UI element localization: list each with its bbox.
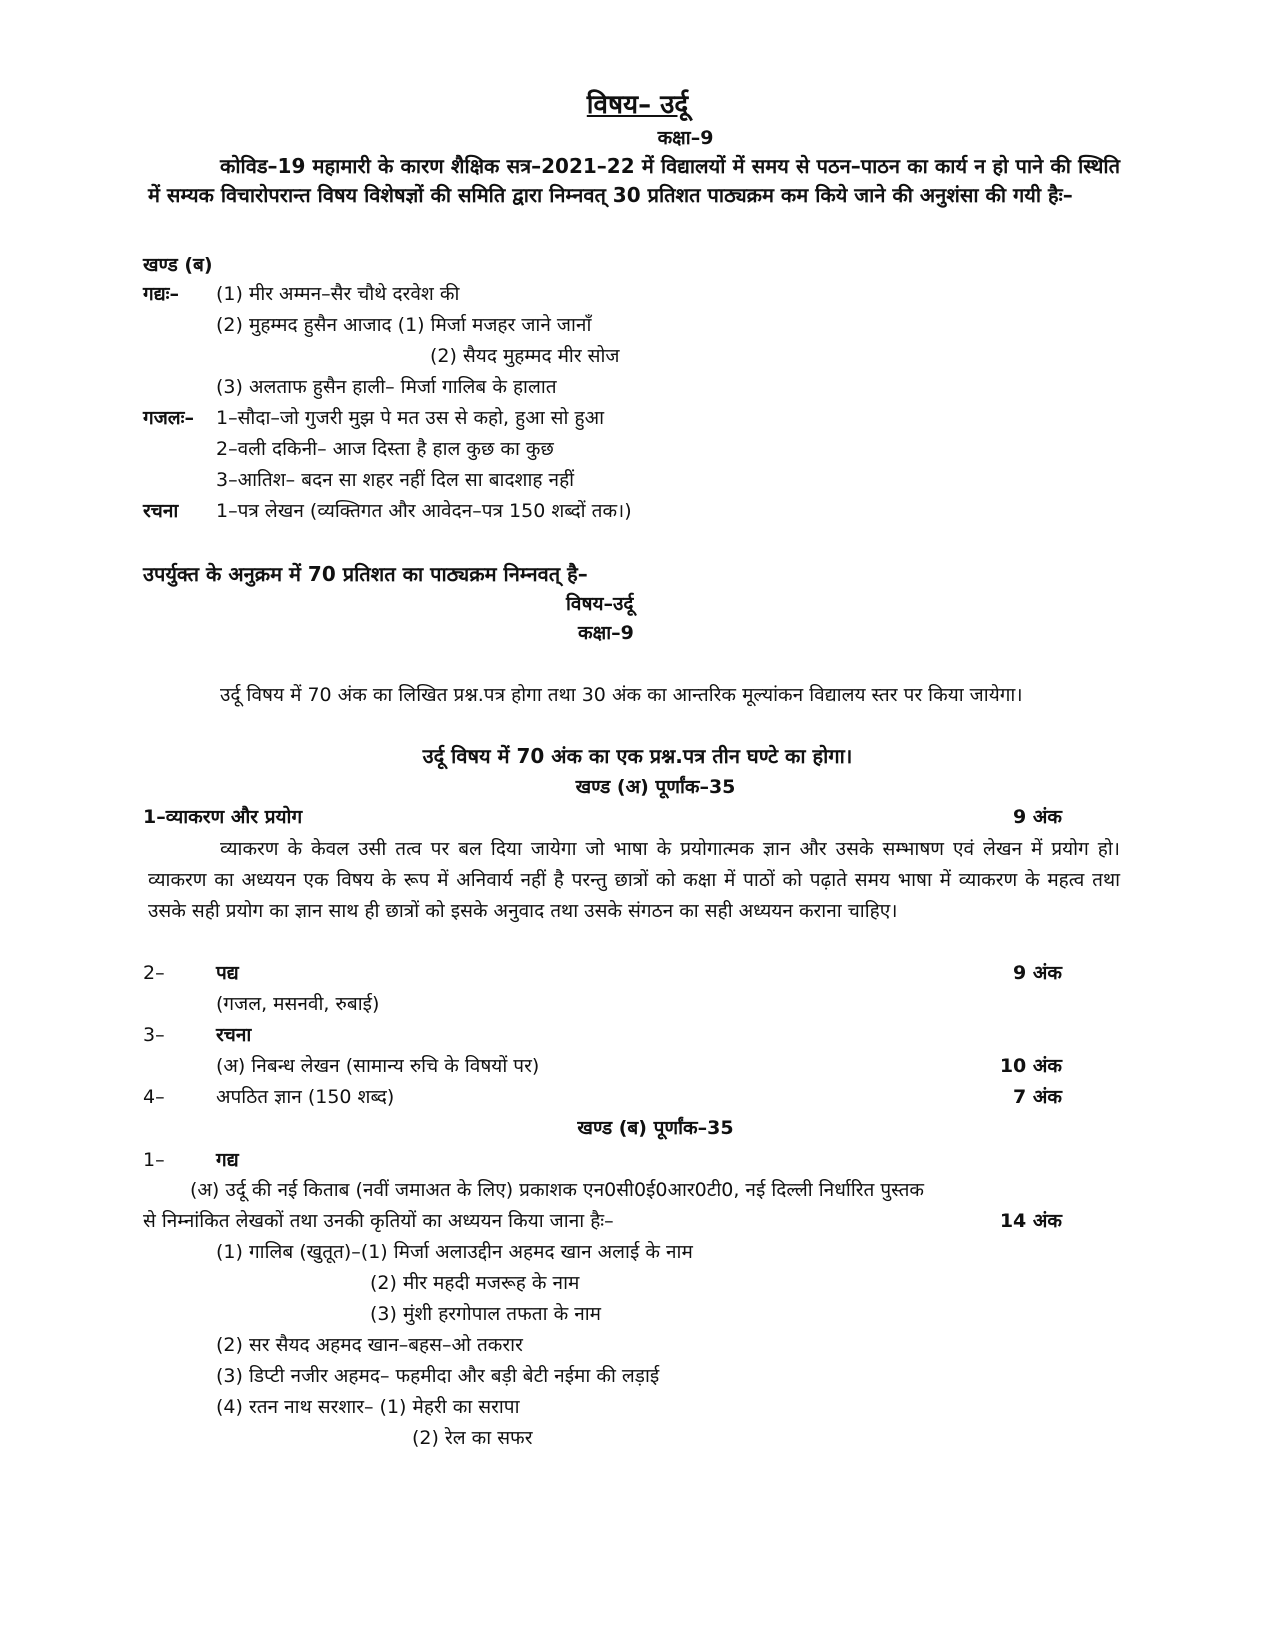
paper-note: उर्दू विषय में 70 अंक का एक प्रश्न.पत्र तीन घण्टे का होगा।: [422, 744, 853, 768]
b1-marks: 14 अंक: [999, 1210, 1062, 1232]
marks-paragraph: उर्दू विषय में 70 अंक का लिखित प्रश्न.पत्र होगा तथा 30 अंक का आन्तरिक मूल्यांकन विद्यालय स्तर पर किया जायेगा।: [220, 684, 1023, 706]
gazal-item: 2–वली दकिनी– आज दिस्ता है हाल कुछ का कुछ: [216, 438, 554, 460]
b1-item: (3) मुंशी हरगोपाल तफता के नाम: [370, 1303, 602, 1325]
item3-number: 3–: [143, 1024, 165, 1046]
item4-title: अपठित ज्ञान (150 शब्द): [216, 1086, 395, 1108]
item3-sub: (अ) निबन्ध लेखन (सामान्य रुचि के विषयों पर): [216, 1055, 540, 1077]
gadya-item: (1) मीर अम्मन–सैर चौथे दरवेश की: [216, 283, 460, 305]
gadya-item: (3) अलताफ हुसैन हाली– मिर्जा गालिब के हालात: [216, 376, 557, 398]
seventy-heading: उपर्युक्त के अनुक्रम में 70 प्रतिशत का पाठ्यक्रम निम्नवत् है–: [143, 562, 588, 586]
item2-number: 2–: [143, 962, 165, 984]
b1-paragraph-line1: (अ) उर्दू की नई किताब (नवीं जमाअत के लिए) प्रकाशक एन0सी0ई0आर0टी0, नई दिल्ली निर्धारित पुस्तक: [190, 1179, 924, 1201]
b1-item: (1) गालिब (खुतूत)–(1) मिर्जा अलाउद्दीन अहमद खान अलाई के नाम: [216, 1241, 693, 1263]
intro-paragraph: कोविड–19 महामारी के कारण शैक्षिक सत्र–2021–22 में विद्यालयों में समय से पठन–पाठन का कार्य न हो पाने की स्थिति में सम्यक विचारोपरान्त विषय विशेषज्ञों की समिति द्वारा निम्नवत् 30 प्रतिशत पाठ्यक्रम कम किये जाने की अनुशंसा की गयी हैः–: [148, 154, 1120, 207]
seventy-class: कक्षा–9: [578, 622, 634, 644]
rachna-label: रचना: [143, 500, 179, 522]
b1-number: 1–: [143, 1149, 165, 1171]
item2-title: पद्य: [216, 962, 239, 984]
b1-paragraph-line2: से निम्नांकित लेखकों तथा उनकी कृतियों का अध्ययन किया जाना हैः–: [143, 1210, 614, 1232]
gazal-item: 3–आतिश– बदन सा शहर नहीं दिल सा बादशाह नहीं: [216, 469, 575, 491]
section-a-heading: खण्ड (अ) पूर्णांक–35: [575, 776, 736, 798]
item3-title: रचना: [216, 1024, 252, 1046]
b1-item: (2) सर सैयद अहमद खान–बहस–ओ तकरार: [216, 1334, 523, 1356]
item1-marks: 9 अंक: [1013, 806, 1062, 828]
item3-marks: 10 अंक: [999, 1055, 1062, 1077]
gadya-item: (2) मुहम्मद हुसैन आजाद (1) मिर्जा मजहर जाने जानाँ: [216, 314, 592, 336]
class-heading: कक्षा–9: [657, 127, 714, 149]
b1-item: (2) रेल का सफर: [412, 1427, 533, 1449]
b1-item: (2) मीर महदी मजरूह के नाम: [370, 1272, 580, 1294]
gadya-label: गद्यः–: [143, 283, 180, 305]
rachna-item: 1–पत्र लेखन (व्यक्तिगत और आवेदन–पत्र 150 शब्दों तक।): [216, 500, 632, 522]
reduced-section-heading: खण्ड (ब): [143, 254, 213, 276]
item2-marks: 9 अंक: [1013, 962, 1062, 984]
b1-title: गद्य: [216, 1149, 239, 1171]
gazal-item: 1–सौदा–जो गुजरी मुझ पे मत उस से कहो, हुआ सो हुआ: [216, 407, 604, 429]
page-title: विषय– उर्दू: [586, 90, 689, 120]
item2-sub: (गजल, मसनवी, रुबाई): [216, 993, 380, 1015]
seventy-subject: विषय–उर्दू: [566, 593, 634, 615]
item1-title: 1–व्याकरण और प्रयोग: [143, 806, 303, 828]
gazal-label: गजलः–: [143, 407, 195, 429]
b1-item: (4) रतन नाथ सरशार– (1) मेहरी का सरापा: [216, 1396, 520, 1418]
section-b-heading: खण्ड (ब) पूर्णांक–35: [577, 1117, 734, 1139]
item4-number: 4–: [143, 1086, 165, 1108]
b1-item: (3) डिप्टी नजीर अहमद– फहमीदा और बड़ी बेटी नईमा की लड़ाई: [216, 1365, 660, 1387]
gadya-item: (2) सैयद मुहम्मद मीर सोज: [430, 345, 620, 367]
item4-marks: 7 अंक: [1013, 1086, 1062, 1108]
item1-paragraph: व्याकरण के केवल उसी तत्व पर बल दिया जायेगा जो भाषा के प्रयोगात्मक ज्ञान और उसके सम्भाषण एवं लेखन में प्रयोग हो। व्याकरण का अध्ययन एक विषय के रूप में अनिवार्य नहीं है परन्तु छात्रों को कक्षा में पाठों को पढ़ाते समय भाषा में व्याकरण के महत्व तथा उसके सही प्रयोग का ज्ञान साथ ही छात्रों को इसके अनुवाद तथा उसके संगठन का सही अध्ययन कराना चाहिए।: [148, 838, 1120, 922]
